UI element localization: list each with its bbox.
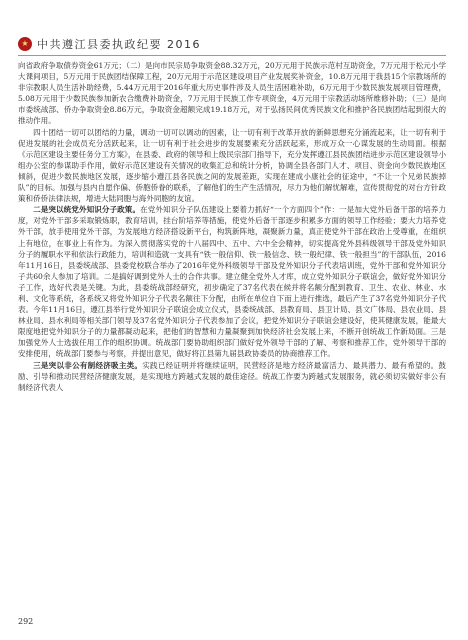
paragraph-3 — [18, 204, 446, 359]
header-title: 中共遵江县委执政纪要 2016 — [37, 38, 201, 51]
paragraph-text: 实践已经证明并将继续证明，民营经济是地方经济最富活力、最具潜力、最有希望的。鼓励、引导和推动民营经济健康发展，是实现地方跨越式发展的最佳途径。统战工作要为跨越式发展服务，就必须切实做好非公有制经济代表人 — [18, 360, 446, 392]
paragraph-text: 在党外知识分子队伍建设上要着力抓好“一个方面四个”作：一是加大党外后备干部的培养力度，对党外干部多采取锻炼职，教育培训，挂台阶培养等措施，使党外后备干部逐步积累多方面的领导工作经验；要大力培养党外干部，放手使用党外干部，为发展地方经济搭设新平台，构筑新阵地，凝聚新力量，真正使党外干部在政治上受尊重，在组织上有地位，在事业上有作为。为深入贯彻落实党的十八届四中、五中、六中全会精神，切实提高党外县科级领导干部及党外知识分子的履职水平和依法行政能力，培训和造就一支具有“铁一般信仰、铁一般信念、铁一般纪律、铁一般担当”的干部队伍，2016年11月16日，县委统战部、县委党校联合举办了2016年党外科级领导干部及党外知识分子代表培训班，党外干部和党外知识分子共60余人参加了培训。二是搞好调到党外人士的合作共事。建立健全党外人才库，成立党外知识分子联谊会，做好党外知识分子工作，选好代表是关键。为此，县委统战部经研究，初步确定了37名代表在候并将名额分配到教育、卫生、农业、林业、水利、文化等系统，各系统又将党外知识分子代表名额往下分配，由所在单位自下而上进行推选，最后产生了37名党外知识分子代表。今年11月16日，遵江县举行党外知识分子联谊会成立仪式，县委统战部、县教育局、县卫计局、县文广体局、县农业局、县林业局、县水利局等相关部门领导及37名党外知识分子代表参加了会议，把党外知识分子联谊会建设好，使其健康发展，能最大限度地把党外知识分子的力量都凝动起来，把他们的智慧和力量凝聚到加快经济社会发展上来，不断开创统战工作新局面。三是加强党外人士选拔任用工作的组织协调。统战部门要协助组织部门做好党外领导干部的了解、考察和推荐工作，党外领导干部的安排使用，统战部门要参与考察，并提出意见，做好将江县第九届县政协委员的协商推荐工作。 — [18, 205, 446, 359]
paragraph-text: 四十团结一切可以团结的力量，调动一切可以调动的因素，让一切有利于改革开放的新鲜思想充分涌流起来，让一切有利于促进发展的社会成员充分活跃起来，让一切有利于社会进步的发展要素充分活跃起来，形成万众一心谋发展的生动局面。根据《示范区建设主要任务分工方案》，在县委、政府的领导和上级民宗部门指导下，充分发挥遵江县民族团结进步示范区建设领导小组办公室的参谋助手作用，做好示范区建设有关情况的收集汇总和统计分析，协调全县各部门人才、项目、资金向少数民族地区倾斜，促进少数民族地区发展，逐步缩小遵江县各民族之间的发展差距，实现在建成小康社会的征途中，“不让一个兄弟民族掉队”的目标。加强与县内自愿作偏、侨胞侨眷的联系，了解他们的生产生活情况，尽力为他们解忧解难，宣传贯彻党的对台方针政策和侨侨法律法规，增进大陆同胞与海外同胞的友谊。 — [18, 127, 446, 204]
paragraph-lead: 三是突以非公有制经济吸主类。 — [33, 360, 143, 370]
paragraph-text: 向省政府争取债券资金61万元；（二）是向市民宗局争取资金88.32万元，20万元用于民族示范村互助资金，7万元用于松元小学大课间项目，5万元用于民族团结保障工程，20万元用于示范区建设项目产业发展奖补资金，10.8万元用于我县15个宗教场所的非宗教职人员生活补助经费，5.44万元用于2016年重大历史事件涉及人员生活困难补助，6万元用于少数民族发展项目管理费，5.08万元用于少数民族参加新农合缴费补助资金，7万元用于民族工作专项资金，4万元用于宗教活动场所维修补助；（三）是向市委统战部、侨办争取资金8.86万元，争取资金超额完成19.18万元，对于弘扬民间优秀民族文化和推护各民族团结起到很大的推动作用。 — [18, 61, 446, 126]
paragraph-1 — [18, 60, 446, 127]
page-body — [18, 60, 446, 393]
header-rule — [18, 55, 446, 56]
party-emblem-icon: ★ — [18, 37, 32, 51]
paragraph-lead: 二是突以统党外知识分子政策。 — [33, 205, 141, 215]
paragraph-2 — [18, 127, 446, 205]
paragraph-4 — [18, 360, 446, 393]
page-number: 292 — [18, 617, 34, 626]
running-header — [18, 36, 201, 52]
